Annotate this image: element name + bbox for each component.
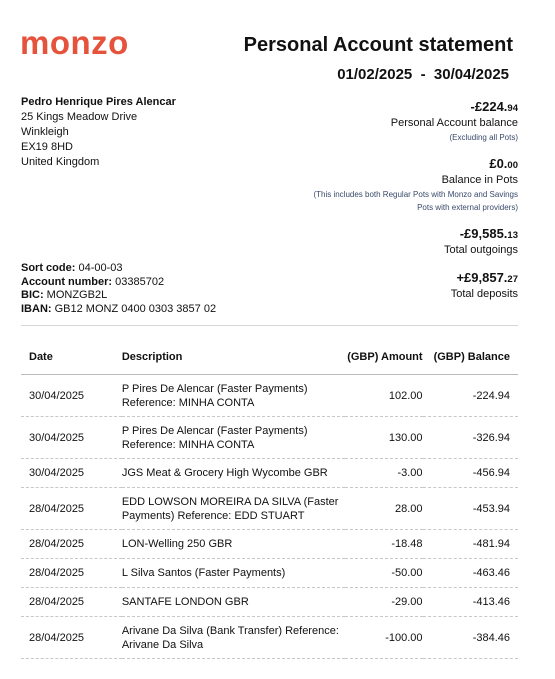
description-line: P Pires De Alencar (Faster Payments) <box>121 382 308 395</box>
balance-column-header: (GBP) Balance <box>423 340 518 375</box>
transaction-date: 28/04/2025 <box>21 559 122 588</box>
description-column-header: Description <box>122 340 345 375</box>
transaction-balance: -456.94 <box>423 459 518 488</box>
transaction-balance: -481.94 <box>423 530 518 559</box>
description-line: Reference: MINHA CONTA <box>121 438 255 451</box>
transaction-date: 30/04/2025 <box>21 459 122 488</box>
pots-balance-amount: £0.00 <box>489 156 518 171</box>
transaction-date: 30/04/2025 <box>21 375 122 417</box>
table-row <box>21 559 518 588</box>
transaction-amount: -29.00 <box>345 588 423 617</box>
transactions-body <box>21 375 518 659</box>
address-line: Winkleigh <box>21 126 69 138</box>
bic-row <box>21 289 216 303</box>
transaction-description <box>122 530 345 559</box>
transaction-description <box>122 588 345 617</box>
transaction-amount: -3.00 <box>345 459 423 488</box>
description-line: SANTAFE LONDON GBR <box>121 596 249 608</box>
total-deposits-amount: +£9,857.27 <box>456 270 518 285</box>
address-line: 25 Kings Meadow Drive <box>21 111 138 123</box>
sort-code-row <box>21 262 216 276</box>
account-balance-label: Personal Account balance <box>390 117 518 129</box>
account-number-value: 03385702 <box>115 275 165 288</box>
bank-details <box>21 262 216 316</box>
monzo-logo: monzo <box>20 24 129 61</box>
table-row <box>21 417 518 459</box>
total-outgoings-block <box>313 226 518 258</box>
address-line: United Kingdom <box>21 156 100 168</box>
description-line: Arivane Da Silva <box>121 638 204 651</box>
table-row <box>21 459 518 488</box>
transaction-amount: 130.00 <box>345 417 423 459</box>
transactions-table <box>21 340 518 659</box>
iban-label: IBAN: <box>21 302 52 315</box>
table-row <box>21 530 518 559</box>
pots-balance-note: (This includes both Regular Pots with Monzo and Savings <box>313 190 518 199</box>
account-number-row <box>21 276 216 290</box>
bic-label: BIC: <box>21 289 44 301</box>
amount-column-header: (GBP) Amount <box>345 340 423 375</box>
description-line: LON-Welling 250 GBR <box>121 538 233 550</box>
transaction-balance: -384.46 <box>423 617 518 659</box>
date-column-header: Date <box>21 340 122 375</box>
transaction-description <box>122 559 345 588</box>
transaction-date: 28/04/2025 <box>21 588 122 617</box>
transaction-balance: -224.94 <box>423 375 518 417</box>
customer-address <box>21 95 176 170</box>
transaction-description <box>122 417 345 459</box>
iban-row <box>21 303 216 317</box>
pots-balance-note: Pots with external providers) <box>417 203 518 212</box>
section-divider <box>21 325 518 326</box>
pots-balance-block <box>313 156 518 214</box>
description-line: L Silva Santos (Faster Payments) <box>121 567 286 579</box>
pots-balance-label: Balance in Pots <box>441 174 518 186</box>
transaction-amount: 28.00 <box>345 488 423 530</box>
account-balance-block <box>313 99 518 144</box>
account-balance-note: (Excluding all Pots) <box>449 133 518 142</box>
transaction-amount: 102.00 <box>345 375 423 417</box>
transaction-description <box>122 459 345 488</box>
address-line: EX19 8HD <box>21 141 73 153</box>
total-deposits-label: Total deposits <box>450 288 518 300</box>
transaction-date: 28/04/2025 <box>21 530 122 559</box>
account-number-label: Account number: <box>21 275 113 288</box>
table-header-row <box>21 340 518 375</box>
table-row <box>21 488 518 530</box>
bic-value: MONZGB2L <box>46 289 108 301</box>
description-line: EDD LOWSON MOREIRA DA SILVA (Faster <box>121 495 339 508</box>
sort-code-label: Sort code: <box>21 262 76 274</box>
transaction-balance: -453.94 <box>423 488 518 530</box>
transaction-date: 30/04/2025 <box>21 417 122 459</box>
transaction-description <box>122 617 345 659</box>
total-deposits-block <box>313 270 518 302</box>
customer-name: Pedro Henrique Pires Alencar <box>21 96 176 108</box>
transaction-date: 28/04/2025 <box>21 617 122 659</box>
table-row <box>21 617 518 659</box>
account-balance-amount: -£224.94 <box>470 99 518 114</box>
description-line: P Pires De Alencar (Faster Payments) <box>121 424 308 437</box>
total-outgoings-amount: -£9,585.13 <box>459 226 518 241</box>
iban-value: GB12 MONZ 0400 0303 3857 02 <box>54 302 217 315</box>
balance-summary <box>313 99 518 314</box>
transaction-balance: -463.46 <box>423 559 518 588</box>
transaction-balance: -413.46 <box>423 588 518 617</box>
description-line: Payments) Reference: EDD STUART <box>121 509 305 522</box>
transaction-balance: -326.94 <box>423 417 518 459</box>
transaction-amount: -18.48 <box>345 530 423 559</box>
statement-period: 01/02/2025 - 30/04/2025 <box>337 66 509 83</box>
statement-title: Personal Account statement <box>243 34 513 56</box>
transaction-date: 28/04/2025 <box>21 488 122 530</box>
transaction-description <box>122 375 345 417</box>
total-outgoings-label: Total outgoings <box>444 244 518 256</box>
table-row <box>21 588 518 617</box>
description-line: Arivane Da Silva (Bank Transfer) Reference: <box>121 624 339 637</box>
sort-code-value: 04-00-03 <box>78 262 123 274</box>
description-line: Reference: MINHA CONTA <box>121 396 255 409</box>
transaction-amount: -50.00 <box>345 559 423 588</box>
transaction-description <box>122 488 345 530</box>
transaction-amount: -100.00 <box>345 617 423 659</box>
table-row <box>21 375 518 417</box>
description-line: JGS Meat & Grocery High Wycombe GBR <box>121 467 328 479</box>
